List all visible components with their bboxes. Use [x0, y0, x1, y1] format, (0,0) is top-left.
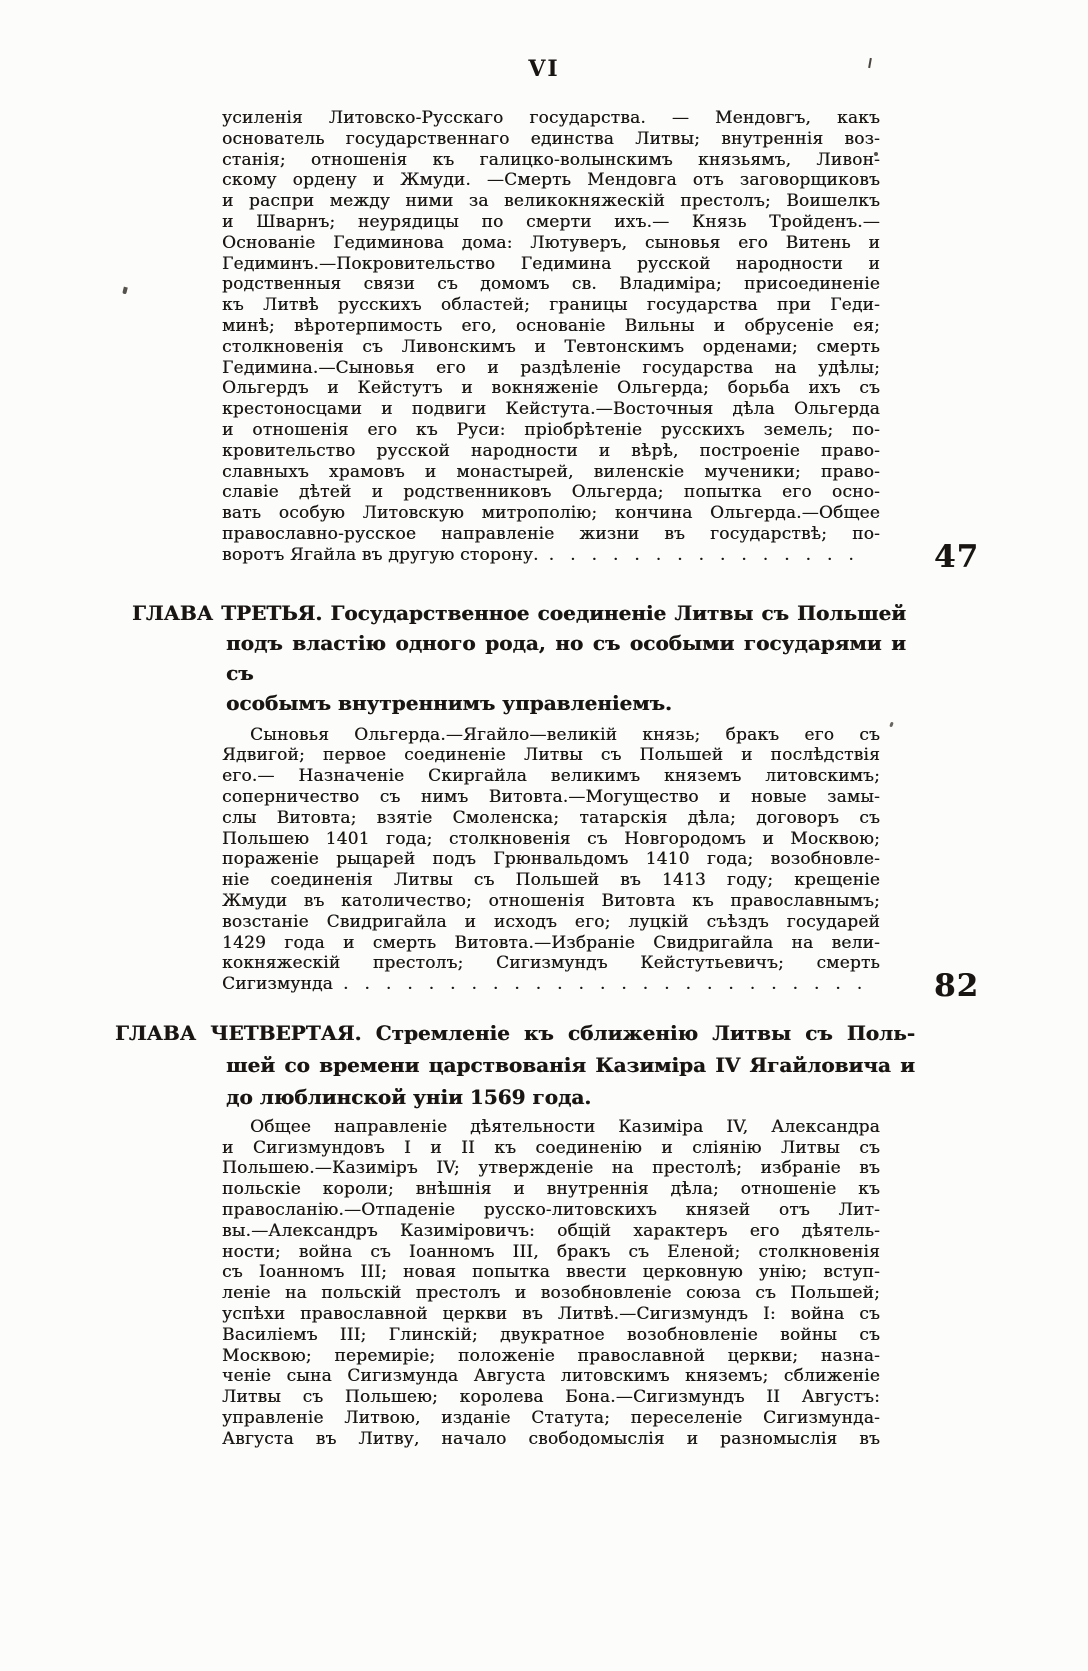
page-ref-47: 47 — [934, 538, 980, 575]
toc-text-line: Литвы съ Польшею; королева Бона.—Сигизмундъ II Августъ: — [222, 1387, 880, 1408]
chapter-heading-line: особымъ внутреннимъ управленіемъ. — [226, 690, 672, 715]
entry-body — [222, 108, 880, 545]
chapter-heading-line: ГЛАВА ТРЕТЬЯ. Государственное соединеніе Литвы съ Польшей — [132, 600, 906, 625]
toc-text-line: Жмуди въ католичество; отношенія Витовта къ православнымъ; — [222, 890, 880, 911]
toc-text-line: православно-русское направленіе жизни въ государствѣ; по- — [222, 523, 880, 544]
toc-text-line: славіе дѣтей и родственниковъ Ольгерда; попытка его осно- — [222, 482, 880, 503]
toc-text-line: 1429 года и смерть Витовта.—Избраніе Свидригайла на вели- — [222, 932, 880, 953]
toc-text-line: и распри между ними за великокняжескій престолъ; Воишелкъ — [222, 191, 880, 212]
toc-text-line: успѣхи православной церкви въ Литвѣ.—Сигизмундъ I: война съ — [222, 1304, 880, 1325]
chapter-heading-line: шей со времени царствованія Казиміра IV Ягайловича и — [226, 1052, 915, 1077]
dot-leader: ......................... — [343, 974, 879, 995]
toc-text-line: леніе на польскій престолъ и возобновленіе союза съ Польшей; — [222, 1283, 880, 1304]
table-of-contents — [0, 108, 1088, 1450]
toc-tail-line — [222, 538, 980, 575]
toc-text-line: кровительство русской народности и вѣрѣ, построеніе право- — [222, 440, 880, 461]
entry-body — [222, 725, 880, 975]
toc-text-line: Общее направленіе дѣятельности Казиміра IV, Александра — [250, 1116, 880, 1137]
toc-text-line: соперничество съ нимъ Витовта.—Могущество и новые замы- — [222, 786, 880, 807]
toc-text-line: съ Іоанномъ III; новая попытка ввести церковную унію; вступ- — [222, 1262, 880, 1283]
toc-text-line: крестоносцами и подвиги Кейстута.—Восточныя дѣла Ольгерда — [222, 399, 880, 420]
chapter4-heading — [115, 1017, 915, 1113]
toc-text-line: Августа въ Литву, начало свободомыслія и разномыслія въ — [222, 1428, 880, 1449]
toc-text-line: его.— Назначеніе Скиргайла великимъ княземъ литовскимъ; — [222, 766, 880, 787]
toc-text-line: столкновенія съ Ливонскимъ и Тевтонскимъ орденами; смерть — [222, 336, 880, 357]
dot-leader: ............... — [548, 544, 870, 565]
toc-text-line: вать особую Литовскую митрополію; кончина Ольгерда.—Общее — [222, 503, 880, 524]
toc-text-line: и отношенія его къ Руси: пріобрѣтеніе русскихъ земель; по- — [222, 419, 880, 440]
chapter-heading-line: подъ властію одного рода, но съ особыми государями и съ — [226, 630, 906, 685]
toc-text-line: пораженіе рыцарей подъ Грюнвальдомъ 1410 года; возобновле- — [222, 849, 880, 870]
toc-text-line: славныхъ храмовъ и монастырей, виленскіе мученики; право- — [222, 461, 880, 482]
chapter-heading-line: до люблинской уніи 1569 года. — [226, 1084, 592, 1109]
toc-text-line: польскіе короли; внѣшнія и внутреннія дѣла; отношеніе къ — [222, 1179, 880, 1200]
folio-page-number: VI — [528, 56, 560, 82]
toc-entry-chapter3 — [0, 598, 1088, 1005]
toc-text-line: минѣ; вѣротерпимость его, основаніе Вильны и обрусеніе ея; — [222, 315, 880, 336]
toc-text-line: родственныя связи съ домомъ св. Владиміра; присоединеніе — [222, 274, 880, 295]
toc-text-line: къ Литвѣ русскихъ областей; границы государства при Геди- — [222, 295, 880, 316]
toc-text-line: вы.—Александръ Казиміровичъ: общій характеръ его дѣятель- — [222, 1220, 880, 1241]
toc-text-line: Гедимина.—Сыновья его и раздѣленіе государства на удѣлы; — [222, 357, 880, 378]
toc-text-line: правосланію.—Отпаденіе русско-литовскихъ князей отъ Лит- — [222, 1200, 880, 1221]
entry-tail — [222, 538, 980, 575]
toc-text-line: ченіе сына Сигизмунда Августа литовскимъ княземъ; сближеніе — [222, 1366, 880, 1387]
page-ref-82: 82 — [934, 968, 980, 1005]
toc-entry-chapter4 — [0, 1017, 1088, 1450]
toc-text-line: управленіе Литвою, изданіе Статута; переселеніе Сигизмунда- — [222, 1408, 880, 1429]
toc-text-line: усиленія Литовско-Русскаго государства. — Мендовгъ, какъ — [222, 108, 880, 128]
toc-text-line: Ядвигой; первое соединеніе Литвы съ Польшей и послѣдствія — [222, 745, 880, 766]
toc-text-line: Ольгердъ и Кейстутъ и вокняженіе Ольгерда; борьба ихъ съ — [222, 378, 880, 399]
toc-text-line: скому ордену и Жмуди. —Смерть Мендовга отъ заговорщиковъ — [222, 170, 880, 191]
toc-text-line: Польшею 1401 года; столкновенія съ Новгородомъ и Москвою; — [222, 828, 880, 849]
toc-text-line: Василіемъ III; Глинскій; двукратное возобновленіе войны съ — [222, 1324, 880, 1345]
toc-text-line: Москвою; перемиріе; положеніе православной церкви; назна- — [222, 1345, 880, 1366]
toc-text-line: Польшею.—Казиміръ IV; утвержденіе на престолѣ; избраніе въ — [222, 1158, 880, 1179]
toc-text-line: основатель государственнаго единства Литвы; внутреннія воз- — [222, 128, 880, 149]
toc-text-line: Сыновья Ольгерда.—Ягайло—великій князь; бракъ его съ — [250, 724, 880, 745]
toc-text-line: слы Витовта; взятіе Смоленска; татарскія дѣла; договоръ съ — [222, 807, 880, 828]
chapter-heading-line: ГЛАВА ЧЕТВЕРТАЯ. Стремленіе къ сближенію Литвы съ Поль- — [115, 1020, 915, 1045]
toc-text-line: ности; война съ Іоанномъ III, бракъ съ Еленой; столкновенія — [222, 1241, 880, 1262]
entry-body — [222, 1117, 880, 1450]
chapter3-heading — [132, 598, 906, 718]
toc-text-line: возстаніе Свидригайла и исходъ его; луцкій съѣздъ государей — [222, 911, 880, 932]
tail-text: Сигизмунда — [222, 974, 334, 995]
toc-text-line: кокняжескій престолъ; Сигизмундъ Кейстутьевичъ; смерть — [222, 953, 880, 974]
toc-entry-chapter2-continuation — [0, 108, 1088, 575]
toc-tail-line — [222, 968, 980, 1005]
entry-tail — [222, 968, 980, 1005]
toc-text-line: станія; отношенія къ галицко-волынскимъ князьямъ, Ливон- — [222, 149, 880, 170]
toc-text-line: Основаніе Гедиминова дома: Лютуверъ, сыновья его Витень и — [222, 232, 880, 253]
toc-text-line: и Шварнъ; неурядицы по смерти ихъ.— Князь Тройденъ.— — [222, 211, 880, 232]
toc-text-line: и Сигизмундовъ I и II къ соединенію и сліянію Литвы съ — [222, 1137, 880, 1158]
toc-text-line: ніе соединенія Литвы съ Польшей въ 1413 году; крещеніе — [222, 870, 880, 891]
tail-text: воротъ Ягайла въ другую сторону. — [222, 544, 539, 565]
toc-text-line: Гедиминъ.—Покровительство Гедимина русской народности и — [222, 253, 880, 274]
